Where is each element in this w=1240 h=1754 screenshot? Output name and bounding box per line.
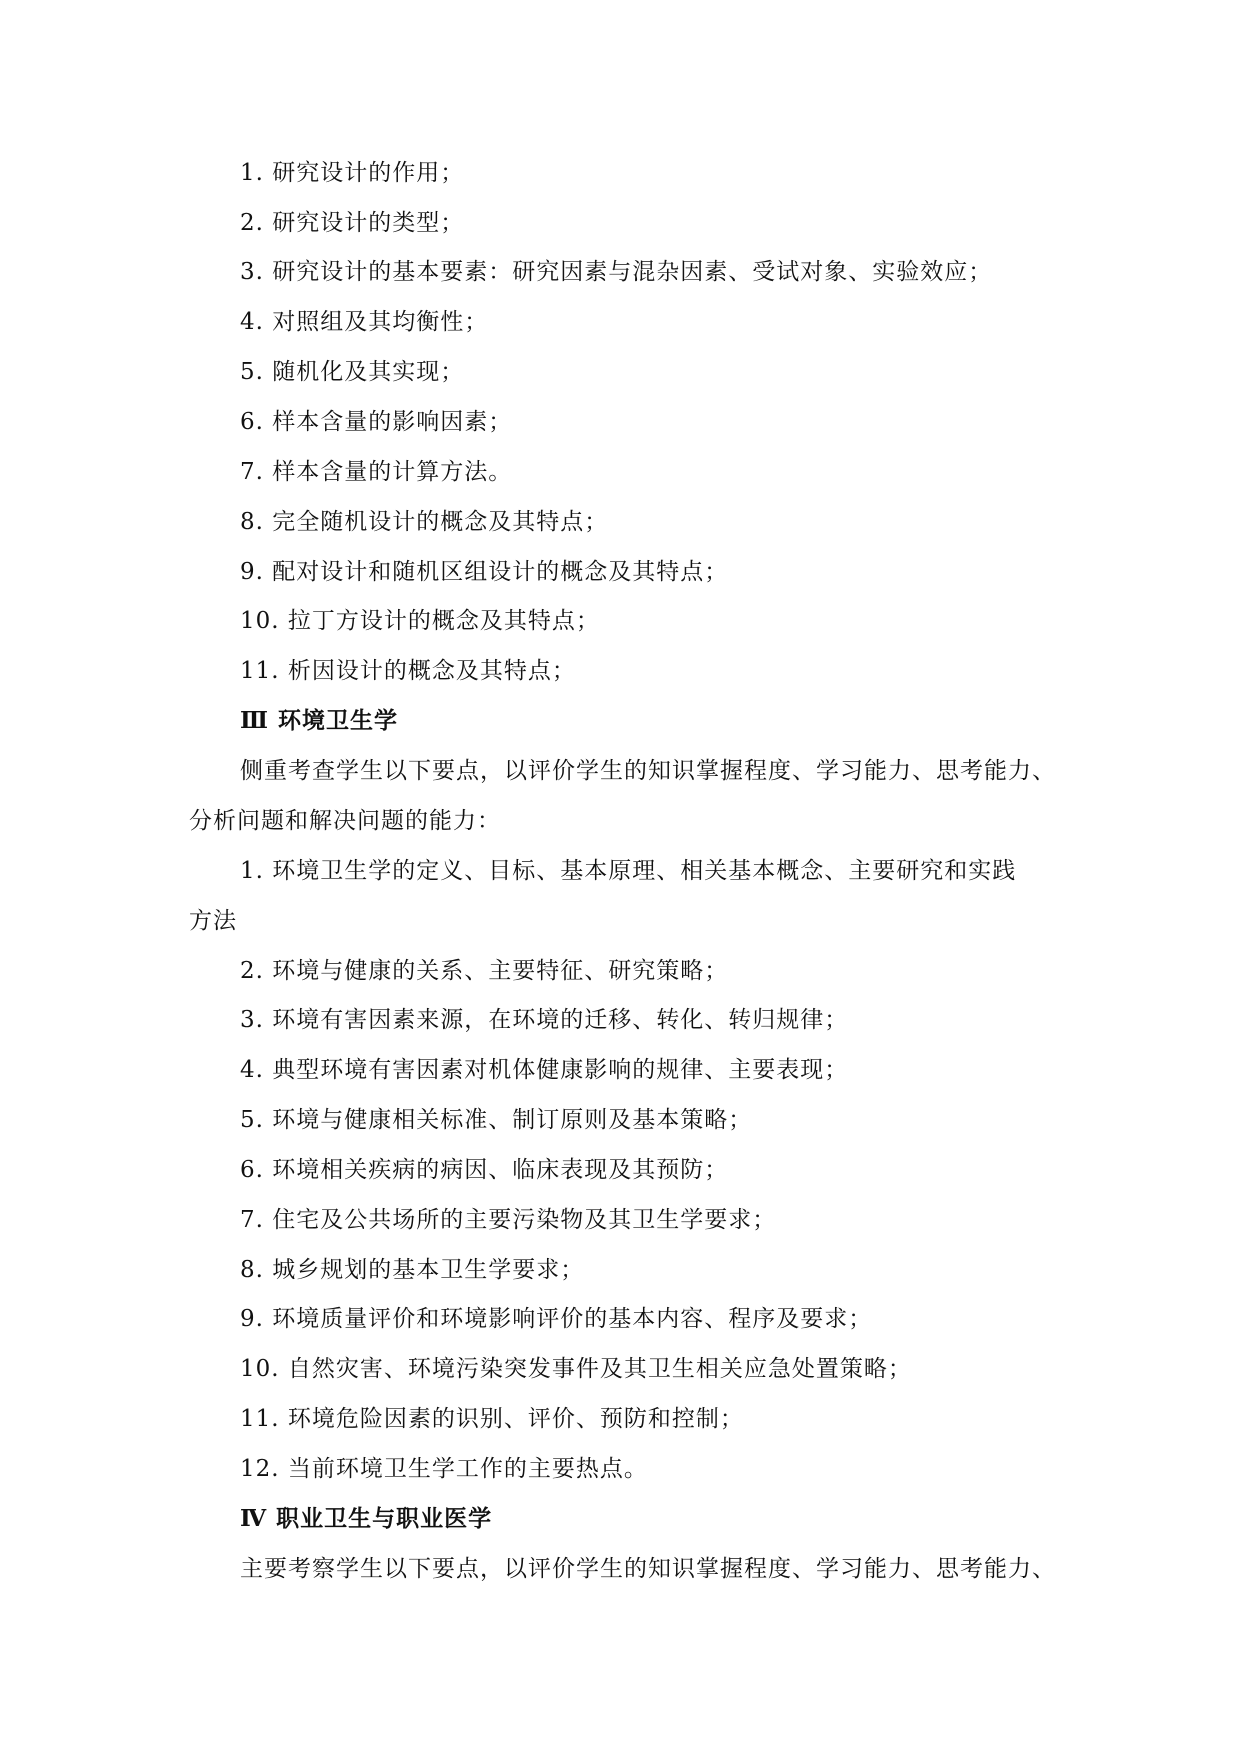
list-item: 3. 环境有害因素来源，在环境的迁移、转化、转归规律； — [240, 1007, 849, 1033]
list-item-continuation: 方法 — [189, 908, 237, 934]
list-item: 9. 配对设计和随机区组设计的概念及其特点； — [240, 559, 729, 585]
list-item: 1. 研究设计的作用； — [240, 160, 465, 186]
list-item: 5. 环境与健康相关标准、制订原则及基本策略； — [240, 1107, 753, 1133]
list-item: 9. 环境质量评价和环境影响评价的基本内容、程序及要求； — [240, 1306, 873, 1332]
list-item: 12. 当前环境卫生学工作的主要热点。 — [240, 1456, 648, 1482]
list-item: 3. 研究设计的基本要素：研究因素与混杂因素、受试对象、实验效应； — [240, 259, 993, 285]
paragraph-line: 侧重考查学生以下要点，以评价学生的知识掌握程度、学习能力、思考能力、 — [240, 758, 1056, 784]
paragraph-line: 分析问题和解决问题的能力： — [189, 808, 501, 834]
list-item: 6. 环境相关疾病的病因、临床表现及其预防； — [240, 1157, 729, 1183]
list-item: 2. 环境与健康的关系、主要特征、研究策略； — [240, 958, 729, 984]
list-item: 1. 环境卫生学的定义、目标、基本原理、相关基本概念、主要研究和实践 — [240, 858, 1017, 884]
list-item: 4. 典型环境有害因素对机体健康影响的规律、主要表现； — [240, 1057, 849, 1083]
list-item: 5. 随机化及其实现； — [240, 359, 465, 385]
section-heading: Ⅲ 环境卫生学 — [240, 707, 399, 734]
list-item: 11. 环境危险因素的识别、评价、预防和控制； — [240, 1406, 744, 1432]
list-item: 4. 对照组及其均衡性； — [240, 309, 489, 335]
list-item: 7. 样本含量的计算方法。 — [240, 459, 513, 485]
list-item: 8. 完全随机设计的概念及其特点； — [240, 509, 609, 535]
list-item: 8. 城乡规划的基本卫生学要求； — [240, 1257, 585, 1283]
list-item: 6. 样本含量的影响因素； — [240, 409, 513, 435]
list-item: 7. 住宅及公共场所的主要污染物及其卫生学要求； — [240, 1207, 777, 1233]
paragraph-line: 主要考察学生以下要点，以评价学生的知识掌握程度、学习能力、思考能力、 — [240, 1556, 1056, 1582]
list-item: 2. 研究设计的类型； — [240, 210, 465, 236]
section-heading: Ⅳ 职业卫生与职业医学 — [240, 1505, 493, 1532]
list-item: 10. 拉丁方设计的概念及其特点； — [240, 608, 600, 634]
list-item: 11. 析因设计的概念及其特点； — [240, 658, 576, 684]
list-item: 10. 自然灾害、环境污染突发事件及其卫生相关应急处置策略； — [240, 1356, 912, 1382]
